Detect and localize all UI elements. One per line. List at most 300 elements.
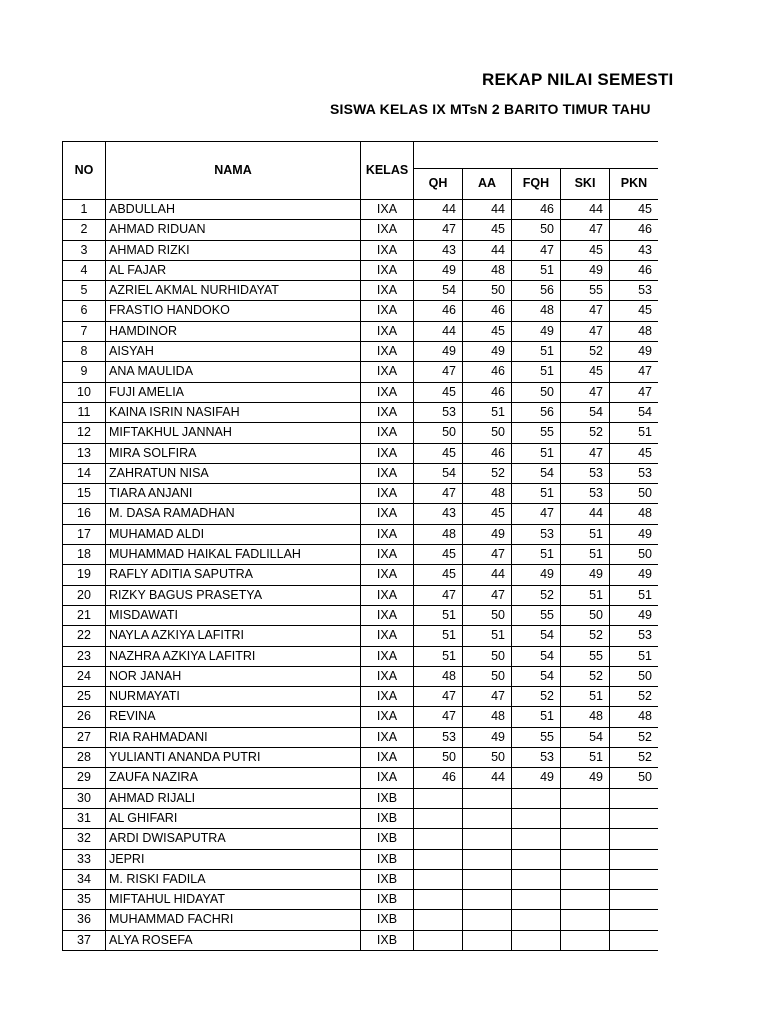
row-no-cell[interactable]: 28 [63, 748, 106, 768]
row-name-cell[interactable]: TIARA ANJANI [106, 484, 361, 504]
row-score-cell[interactable] [463, 829, 512, 849]
row-score-cell[interactable]: 45 [414, 565, 463, 585]
row-no-cell[interactable]: 9 [63, 362, 106, 382]
row-name-cell[interactable]: MIFTAHUL HIDAYAT [106, 890, 361, 910]
row-kelas-cell[interactable]: IXA [361, 565, 414, 585]
row-score-cell[interactable]: 51 [512, 707, 561, 727]
row-name-cell[interactable]: NAZHRA AZKIYA LAFITRI [106, 646, 361, 666]
row-score-cell[interactable]: 52 [561, 666, 610, 686]
row-score-cell[interactable] [463, 869, 512, 889]
row-score-cell[interactable] [463, 890, 512, 910]
row-kelas-cell[interactable]: IXA [361, 200, 414, 220]
row-score-cell[interactable]: 49 [463, 342, 512, 362]
row-name-cell[interactable]: M. DASA RAMADHAN [106, 504, 361, 524]
row-score-cell[interactable]: 51 [512, 443, 561, 463]
row-score-cell[interactable]: 48 [610, 504, 659, 524]
row-score-cell[interactable]: 51 [610, 423, 659, 443]
row-name-cell[interactable]: NOR JANAH [106, 666, 361, 686]
row-score-cell[interactable]: 50 [463, 748, 512, 768]
row-score-cell[interactable]: 51 [561, 748, 610, 768]
row-score-cell[interactable]: 46 [414, 768, 463, 788]
row-score-cell[interactable]: 47 [414, 707, 463, 727]
row-score-cell[interactable]: 46 [512, 200, 561, 220]
row-score-cell[interactable]: 52 [512, 585, 561, 605]
row-kelas-cell[interactable]: IXA [361, 321, 414, 341]
row-score-cell[interactable]: 47 [414, 585, 463, 605]
row-score-cell[interactable]: 47 [414, 362, 463, 382]
row-score-cell[interactable]: 47 [414, 484, 463, 504]
row-score-cell[interactable]: 49 [512, 565, 561, 585]
row-score-cell[interactable]: 50 [463, 666, 512, 686]
row-score-cell[interactable]: 43 [414, 504, 463, 524]
row-score-cell[interactable]: 53 [414, 402, 463, 422]
row-score-cell[interactable]: 47 [512, 240, 561, 260]
row-score-cell[interactable] [414, 890, 463, 910]
row-no-cell[interactable]: 23 [63, 646, 106, 666]
row-name-cell[interactable]: AHMAD RIJALI [106, 788, 361, 808]
row-score-cell[interactable]: 48 [414, 524, 463, 544]
row-kelas-cell[interactable]: IXA [361, 748, 414, 768]
row-kelas-cell[interactable]: IXA [361, 707, 414, 727]
row-kelas-cell[interactable]: IXB [361, 788, 414, 808]
row-score-cell[interactable]: 48 [610, 707, 659, 727]
table-row [63, 545, 659, 565]
row-score-cell[interactable]: 44 [463, 240, 512, 260]
row-score-cell[interactable]: 51 [561, 545, 610, 565]
row-score-cell[interactable] [414, 788, 463, 808]
row-score-cell[interactable]: 51 [512, 484, 561, 504]
row-score-cell[interactable]: 52 [561, 626, 610, 646]
row-no-cell[interactable]: 3 [63, 240, 106, 260]
row-score-cell[interactable]: 48 [414, 666, 463, 686]
row-score-cell[interactable]: 55 [561, 646, 610, 666]
row-score-cell[interactable]: 54 [512, 666, 561, 686]
row-kelas-cell[interactable]: IXB [361, 930, 414, 950]
row-score-cell[interactable]: 49 [610, 524, 659, 544]
row-score-cell[interactable]: 43 [414, 240, 463, 260]
row-name-cell[interactable]: RIA RAHMADANI [106, 727, 361, 747]
row-score-cell[interactable]: 51 [512, 545, 561, 565]
row-score-cell[interactable] [512, 890, 561, 910]
row-score-cell[interactable]: 54 [414, 281, 463, 301]
row-score-cell[interactable]: 51 [414, 605, 463, 625]
row-score-cell[interactable] [561, 869, 610, 889]
row-score-cell[interactable]: 45 [463, 504, 512, 524]
row-no-cell[interactable]: 34 [63, 869, 106, 889]
row-score-cell[interactable]: 50 [610, 768, 659, 788]
row-score-cell[interactable] [561, 788, 610, 808]
row-name-cell[interactable]: YULIANTI ANANDA PUTRI [106, 748, 361, 768]
row-score-cell[interactable]: 50 [610, 666, 659, 686]
row-score-cell[interactable]: 55 [512, 727, 561, 747]
row-name-cell[interactable]: AL FAJAR [106, 260, 361, 280]
row-no-cell[interactable]: 5 [63, 281, 106, 301]
row-score-cell[interactable]: 50 [512, 382, 561, 402]
row-score-cell[interactable] [610, 930, 659, 950]
row-kelas-cell[interactable]: IXA [361, 727, 414, 747]
row-score-cell[interactable]: 52 [561, 423, 610, 443]
row-score-cell[interactable] [463, 788, 512, 808]
row-kelas-cell[interactable]: IXA [361, 423, 414, 443]
row-score-cell[interactable]: 46 [414, 301, 463, 321]
row-score-cell[interactable]: 43 [610, 240, 659, 260]
row-score-cell[interactable]: 55 [561, 281, 610, 301]
row-score-cell[interactable]: 52 [610, 727, 659, 747]
row-score-cell[interactable] [610, 829, 659, 849]
row-score-cell[interactable]: 48 [463, 707, 512, 727]
row-name-cell[interactable]: FRASTIO HANDOKO [106, 301, 361, 321]
row-score-cell[interactable]: 45 [610, 443, 659, 463]
row-score-cell[interactable] [610, 869, 659, 889]
row-score-cell[interactable]: 49 [561, 565, 610, 585]
row-score-cell[interactable]: 47 [463, 687, 512, 707]
row-kelas-cell[interactable]: IXA [361, 281, 414, 301]
row-name-cell[interactable]: ZAUFA NAZIRA [106, 768, 361, 788]
row-name-cell[interactable]: NAYLA AZKIYA LAFITRI [106, 626, 361, 646]
row-kelas-cell[interactable]: IXA [361, 301, 414, 321]
row-kelas-cell[interactable]: IXA [361, 260, 414, 280]
row-name-cell[interactable]: RAFLY ADITIA SAPUTRA [106, 565, 361, 585]
row-score-cell[interactable]: 50 [463, 646, 512, 666]
row-score-cell[interactable]: 45 [463, 321, 512, 341]
row-score-cell[interactable]: 49 [610, 565, 659, 585]
row-score-cell[interactable] [414, 849, 463, 869]
row-no-cell[interactable]: 35 [63, 890, 106, 910]
row-name-cell[interactable]: AHMAD RIDUAN [106, 220, 361, 240]
row-kelas-cell[interactable]: IXA [361, 605, 414, 625]
row-score-cell[interactable]: 53 [414, 727, 463, 747]
table-row [63, 829, 659, 849]
row-score-cell[interactable] [610, 808, 659, 828]
row-no-cell[interactable]: 29 [63, 768, 106, 788]
row-score-cell[interactable]: 50 [561, 605, 610, 625]
row-score-cell[interactable]: 46 [463, 362, 512, 382]
row-no-cell[interactable]: 21 [63, 605, 106, 625]
row-kelas-cell[interactable]: IXB [361, 910, 414, 930]
row-score-cell[interactable] [512, 849, 561, 869]
row-score-cell[interactable]: 46 [463, 382, 512, 402]
row-no-cell[interactable]: 25 [63, 687, 106, 707]
row-score-cell[interactable]: 50 [414, 748, 463, 768]
row-no-cell[interactable]: 36 [63, 910, 106, 930]
row-score-cell[interactable]: 44 [463, 565, 512, 585]
row-score-cell[interactable] [610, 910, 659, 930]
row-score-cell[interactable]: 47 [512, 504, 561, 524]
row-score-cell[interactable]: 48 [610, 321, 659, 341]
row-name-cell[interactable]: ANA MAULIDA [106, 362, 361, 382]
row-name-cell[interactable]: REVINA [106, 707, 361, 727]
row-name-cell[interactable]: MIRA SOLFIRA [106, 443, 361, 463]
row-no-cell[interactable]: 37 [63, 930, 106, 950]
row-score-cell[interactable]: 45 [561, 240, 610, 260]
row-score-cell[interactable]: 53 [512, 748, 561, 768]
row-score-cell[interactable]: 50 [463, 605, 512, 625]
row-no-cell[interactable]: 14 [63, 463, 106, 483]
row-score-cell[interactable]: 51 [610, 585, 659, 605]
row-score-cell[interactable]: 47 [414, 220, 463, 240]
row-kelas-cell[interactable]: IXB [361, 869, 414, 889]
row-no-cell[interactable]: 10 [63, 382, 106, 402]
row-no-cell[interactable]: 24 [63, 666, 106, 686]
row-score-cell[interactable] [512, 910, 561, 930]
row-score-cell[interactable]: 53 [610, 281, 659, 301]
row-name-cell[interactable]: JEPRI [106, 849, 361, 869]
row-score-cell[interactable]: 49 [463, 727, 512, 747]
row-score-cell[interactable]: 48 [463, 484, 512, 504]
row-kelas-cell[interactable]: IXA [361, 240, 414, 260]
row-score-cell[interactable] [512, 829, 561, 849]
row-score-cell[interactable] [610, 849, 659, 869]
row-name-cell[interactable]: MISDAWATI [106, 605, 361, 625]
row-score-cell[interactable]: 44 [561, 504, 610, 524]
row-score-cell[interactable]: 51 [414, 646, 463, 666]
row-score-cell[interactable]: 55 [512, 423, 561, 443]
row-score-cell[interactable]: 51 [561, 524, 610, 544]
row-score-cell[interactable]: 55 [512, 605, 561, 625]
row-score-cell[interactable]: 44 [561, 200, 610, 220]
row-score-cell[interactable]: 46 [610, 260, 659, 280]
row-score-cell[interactable]: 52 [610, 748, 659, 768]
row-no-cell[interactable]: 8 [63, 342, 106, 362]
row-name-cell[interactable]: ZAHRATUN NISA [106, 463, 361, 483]
row-score-cell[interactable]: 49 [512, 321, 561, 341]
row-score-cell[interactable]: 48 [512, 301, 561, 321]
row-score-cell[interactable] [463, 808, 512, 828]
row-score-cell[interactable]: 44 [414, 321, 463, 341]
row-score-cell[interactable]: 46 [463, 443, 512, 463]
row-score-cell[interactable]: 52 [610, 687, 659, 707]
row-score-cell[interactable]: 49 [610, 342, 659, 362]
row-name-cell[interactable]: MIFTAKHUL JANNAH [106, 423, 361, 443]
row-name-cell[interactable]: MUHAMMAD HAIKAL FADLILLAH [106, 545, 361, 565]
row-score-cell[interactable]: 51 [463, 402, 512, 422]
row-score-cell[interactable]: 50 [512, 220, 561, 240]
row-score-cell[interactable] [561, 829, 610, 849]
row-kelas-cell[interactable]: IXA [361, 646, 414, 666]
row-score-cell[interactable]: 56 [512, 402, 561, 422]
row-kelas-cell[interactable]: IXB [361, 849, 414, 869]
row-no-cell[interactable]: 12 [63, 423, 106, 443]
row-no-cell[interactable]: 31 [63, 808, 106, 828]
row-score-cell[interactable]: 50 [610, 545, 659, 565]
row-score-cell[interactable]: 51 [414, 626, 463, 646]
row-score-cell[interactable]: 54 [414, 463, 463, 483]
row-score-cell[interactable] [414, 910, 463, 930]
row-no-cell[interactable]: 30 [63, 788, 106, 808]
row-score-cell[interactable] [512, 930, 561, 950]
row-kelas-cell[interactable]: IXB [361, 808, 414, 828]
row-no-cell[interactable]: 7 [63, 321, 106, 341]
row-no-cell[interactable]: 16 [63, 504, 106, 524]
row-no-cell[interactable]: 11 [63, 402, 106, 422]
row-score-cell[interactable] [610, 890, 659, 910]
row-score-cell[interactable]: 54 [512, 646, 561, 666]
row-score-cell[interactable]: 47 [561, 301, 610, 321]
row-name-cell[interactable]: AL GHIFARI [106, 808, 361, 828]
row-no-cell[interactable]: 18 [63, 545, 106, 565]
row-score-cell[interactable]: 46 [610, 220, 659, 240]
header-row-1 [63, 142, 659, 169]
row-score-cell[interactable]: 44 [463, 768, 512, 788]
row-kelas-cell[interactable]: IXA [361, 342, 414, 362]
row-score-cell[interactable]: 51 [561, 687, 610, 707]
row-no-cell[interactable]: 2 [63, 220, 106, 240]
row-score-cell[interactable]: 51 [512, 260, 561, 280]
row-score-cell[interactable]: 49 [561, 260, 610, 280]
row-score-cell[interactable]: 47 [561, 443, 610, 463]
row-score-cell[interactable]: 47 [414, 687, 463, 707]
row-no-cell[interactable]: 1 [63, 200, 106, 220]
row-score-cell[interactable]: 45 [414, 545, 463, 565]
row-score-cell[interactable]: 45 [610, 301, 659, 321]
row-score-cell[interactable]: 47 [610, 382, 659, 402]
row-no-cell[interactable]: 33 [63, 849, 106, 869]
row-kelas-cell[interactable]: IXA [361, 524, 414, 544]
row-no-cell[interactable]: 4 [63, 260, 106, 280]
row-score-cell[interactable]: 47 [610, 362, 659, 382]
row-score-cell[interactable]: 50 [610, 484, 659, 504]
row-score-cell[interactable]: 52 [463, 463, 512, 483]
row-no-cell[interactable]: 32 [63, 829, 106, 849]
row-no-cell[interactable]: 20 [63, 585, 106, 605]
row-kelas-cell[interactable]: IXA [361, 687, 414, 707]
row-no-cell[interactable]: 26 [63, 707, 106, 727]
row-score-cell[interactable]: 51 [463, 626, 512, 646]
row-score-cell[interactable]: 47 [561, 220, 610, 240]
row-score-cell[interactable]: 56 [512, 281, 561, 301]
row-score-cell[interactable]: 54 [561, 727, 610, 747]
row-score-cell[interactable]: 48 [561, 707, 610, 727]
row-score-cell[interactable]: 50 [463, 423, 512, 443]
row-name-cell[interactable]: MUHAMAD ALDI [106, 524, 361, 544]
row-name-cell[interactable]: AHMAD RIZKI [106, 240, 361, 260]
row-score-cell[interactable] [414, 930, 463, 950]
row-name-cell[interactable]: FUJI AMELIA [106, 382, 361, 402]
row-score-cell[interactable]: 48 [463, 260, 512, 280]
row-kelas-cell[interactable]: IXA [361, 220, 414, 240]
row-name-cell[interactable]: ARDI DWISAPUTRA [106, 829, 361, 849]
row-score-cell[interactable] [561, 930, 610, 950]
row-kelas-cell[interactable]: IXA [361, 504, 414, 524]
row-no-cell[interactable]: 19 [63, 565, 106, 585]
row-score-cell[interactable] [463, 910, 512, 930]
row-kelas-cell[interactable]: IXA [361, 484, 414, 504]
row-name-cell[interactable]: KAINA ISRIN NASIFAH [106, 402, 361, 422]
row-no-cell[interactable]: 27 [63, 727, 106, 747]
row-score-cell[interactable]: 47 [561, 382, 610, 402]
row-score-cell[interactable]: 49 [414, 342, 463, 362]
row-name-cell[interactable]: ABDULLAH [106, 200, 361, 220]
row-score-cell[interactable] [414, 808, 463, 828]
row-score-cell[interactable] [610, 788, 659, 808]
row-score-cell[interactable]: 51 [561, 585, 610, 605]
row-score-cell[interactable]: 44 [414, 200, 463, 220]
row-score-cell[interactable] [561, 849, 610, 869]
row-score-cell[interactable] [561, 910, 610, 930]
row-name-cell[interactable]: NURMAYATI [106, 687, 361, 707]
row-score-cell[interactable] [512, 808, 561, 828]
row-score-cell[interactable]: 49 [561, 768, 610, 788]
row-score-cell[interactable] [414, 869, 463, 889]
row-score-cell[interactable]: 49 [512, 768, 561, 788]
row-score-cell[interactable]: 47 [463, 545, 512, 565]
row-name-cell[interactable]: RIZKY BAGUS PRASETYA [106, 585, 361, 605]
row-kelas-cell[interactable]: IXA [361, 626, 414, 646]
row-no-cell[interactable]: 13 [63, 443, 106, 463]
row-score-cell[interactable]: 50 [414, 423, 463, 443]
row-score-cell[interactable]: 52 [561, 342, 610, 362]
row-no-cell[interactable]: 17 [63, 524, 106, 544]
row-name-cell[interactable]: ALYA ROSEFA [106, 930, 361, 950]
row-score-cell[interactable]: 44 [463, 200, 512, 220]
row-name-cell[interactable]: M. RISKI FADILA [106, 869, 361, 889]
row-name-cell[interactable]: HAMDINOR [106, 321, 361, 341]
row-kelas-cell[interactable]: IXB [361, 890, 414, 910]
row-score-cell[interactable]: 51 [512, 362, 561, 382]
row-score-cell[interactable]: 50 [463, 281, 512, 301]
row-score-cell[interactable]: 45 [561, 362, 610, 382]
row-kelas-cell[interactable]: IXA [361, 463, 414, 483]
row-no-cell[interactable]: 15 [63, 484, 106, 504]
row-score-cell[interactable]: 54 [610, 402, 659, 422]
row-score-cell[interactable] [463, 930, 512, 950]
row-score-cell[interactable]: 45 [414, 443, 463, 463]
row-score-cell[interactable] [561, 808, 610, 828]
row-kelas-cell[interactable]: IXA [361, 382, 414, 402]
row-kelas-cell[interactable]: IXA [361, 585, 414, 605]
row-score-cell[interactable] [561, 890, 610, 910]
row-score-cell[interactable]: 51 [512, 342, 561, 362]
row-score-cell[interactable]: 49 [610, 605, 659, 625]
row-score-cell[interactable]: 51 [610, 646, 659, 666]
row-score-cell[interactable]: 45 [414, 382, 463, 402]
row-score-cell[interactable]: 46 [463, 301, 512, 321]
row-kelas-cell[interactable]: IXA [361, 768, 414, 788]
row-no-cell[interactable]: 22 [63, 626, 106, 646]
row-score-cell[interactable]: 53 [610, 626, 659, 646]
row-score-cell[interactable]: 53 [512, 524, 561, 544]
row-score-cell[interactable]: 49 [414, 260, 463, 280]
row-score-cell[interactable]: 53 [561, 484, 610, 504]
row-score-cell[interactable]: 54 [561, 402, 610, 422]
row-score-cell[interactable]: 45 [610, 200, 659, 220]
row-name-cell[interactable]: AZRIEL AKMAL NURHIDAYAT [106, 281, 361, 301]
row-score-cell[interactable]: 49 [463, 524, 512, 544]
row-score-cell[interactable] [512, 788, 561, 808]
row-score-cell[interactable]: 54 [512, 463, 561, 483]
row-kelas-cell[interactable]: IXA [361, 362, 414, 382]
row-name-cell[interactable]: MUHAMMAD FACHRI [106, 910, 361, 930]
row-score-cell[interactable]: 54 [512, 626, 561, 646]
row-kelas-cell[interactable]: IXA [361, 402, 414, 422]
row-no-cell[interactable]: 6 [63, 301, 106, 321]
row-kelas-cell[interactable]: IXA [361, 666, 414, 686]
row-kelas-cell[interactable]: IXA [361, 545, 414, 565]
row-name-cell[interactable]: AISYAH [106, 342, 361, 362]
row-score-cell[interactable] [463, 849, 512, 869]
table-row [63, 463, 659, 483]
row-score-cell[interactable]: 47 [463, 585, 512, 605]
row-score-cell[interactable]: 47 [561, 321, 610, 341]
row-score-cell[interactable]: 45 [463, 220, 512, 240]
row-score-cell[interactable]: 53 [610, 463, 659, 483]
row-score-cell[interactable] [414, 829, 463, 849]
row-kelas-cell[interactable]: IXB [361, 829, 414, 849]
row-score-cell[interactable] [512, 869, 561, 889]
row-score-cell[interactable]: 52 [512, 687, 561, 707]
row-score-cell[interactable]: 53 [561, 463, 610, 483]
row-kelas-cell[interactable]: IXA [361, 443, 414, 463]
